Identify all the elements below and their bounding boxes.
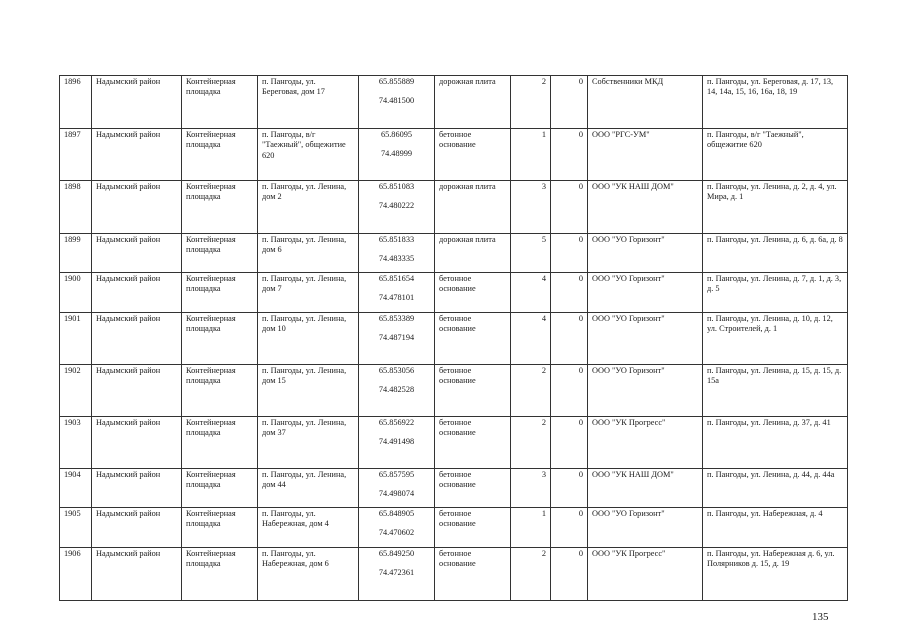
- row-number-cell: 1900: [60, 273, 92, 313]
- served-objects-cell: п. Пангоды, в/г "Таежный", общежитие 620: [703, 129, 848, 181]
- surface-type-cell: дорожная плита: [435, 234, 511, 273]
- address-cell: п. Пангоды, ул. Ленина, дом 6: [258, 234, 359, 273]
- district-cell: Надымский район: [92, 365, 182, 417]
- row-number-cell: 1906: [60, 548, 92, 601]
- surface-type-cell: бетонное основание: [435, 313, 511, 365]
- address-cell: п. Пангоды, ул. Ленина, дом 10: [258, 313, 359, 365]
- planned-count-cell: 0: [551, 417, 588, 469]
- row-number-cell: 1905: [60, 508, 92, 548]
- longitude-value: 74.483335: [378, 254, 415, 264]
- planned-count-cell: 0: [551, 76, 588, 129]
- owner-cell: ООО "РГС-УМ": [588, 129, 703, 181]
- site-type-cell: Контейнерная площадка: [182, 129, 258, 181]
- owner-cell: ООО "УО Горизонт": [588, 365, 703, 417]
- owner-cell: ООО "УО Горизонт": [588, 313, 703, 365]
- site-type-cell: Контейнерная площадка: [182, 417, 258, 469]
- table-row: [60, 234, 848, 273]
- latitude-value: 65.853056: [378, 366, 415, 375]
- longitude-value: 74.498074: [378, 489, 415, 499]
- address-cell: п. Пангоды, в/г "Таежный", общежитие 620: [258, 129, 359, 181]
- container-count-cell: 3: [511, 181, 551, 234]
- container-count-cell: 1: [511, 508, 551, 548]
- table-row: [60, 313, 848, 365]
- surface-type-cell: бетонное основание: [435, 469, 511, 508]
- latitude-value: 65.851654: [378, 274, 415, 283]
- row-number-cell: 1902: [60, 365, 92, 417]
- table-row: [60, 273, 848, 313]
- container-count-cell: 5: [511, 234, 551, 273]
- owner-cell: ООО "УК Прогресс": [588, 548, 703, 601]
- address-cell: п. Пангоды, ул. Набережная, дом 4: [258, 508, 359, 548]
- site-type-cell: Контейнерная площадка: [182, 273, 258, 313]
- served-objects-cell: п. Пангоды, ул. Ленина, д. 44, д. 44а: [703, 469, 848, 508]
- served-objects-cell: п. Пангоды, ул. Береговая, д. 17, 13, 14, 14а, 15, 16, 16а, 18, 19: [703, 76, 848, 129]
- table-body: [60, 76, 848, 601]
- coordinates-cell: [359, 181, 435, 234]
- coordinates-cell: [359, 548, 435, 601]
- coordinates-cell: [359, 76, 435, 129]
- container-count-cell: 2: [511, 76, 551, 129]
- coordinates-cell: [359, 129, 435, 181]
- site-type-cell: Контейнерная площадка: [182, 365, 258, 417]
- coordinates-cell: [359, 469, 435, 508]
- site-type-cell: Контейнерная площадка: [182, 181, 258, 234]
- container-count-cell: 2: [511, 548, 551, 601]
- surface-type-cell: бетонное основание: [435, 273, 511, 313]
- longitude-value: 74.482528: [378, 385, 415, 395]
- address-cell: п. Пангоды, ул. Набережная, дом 6: [258, 548, 359, 601]
- served-objects-cell: п. Пангоды, ул. Ленина, д. 2, д. 4, ул. Мира, д. 1: [703, 181, 848, 234]
- site-type-cell: Контейнерная площадка: [182, 469, 258, 508]
- surface-type-cell: бетонное основание: [435, 129, 511, 181]
- coordinates-cell: [359, 234, 435, 273]
- served-objects-cell: п. Пангоды, ул. Ленина, д. 15, д. 15, д. 15а: [703, 365, 848, 417]
- longitude-value: 74.487194: [378, 333, 415, 343]
- served-objects-cell: п. Пангоды, ул. Ленина, д. 7, д. 1, д. 3, д. 5: [703, 273, 848, 313]
- owner-cell: ООО "УК НАШ ДОМ": [588, 469, 703, 508]
- surface-type-cell: бетонное основание: [435, 548, 511, 601]
- owner-cell: ООО "УО Горизонт": [588, 508, 703, 548]
- planned-count-cell: 0: [551, 313, 588, 365]
- site-type-cell: Контейнерная площадка: [182, 234, 258, 273]
- district-cell: Надымский район: [92, 313, 182, 365]
- row-number-cell: 1898: [60, 181, 92, 234]
- site-type-cell: Контейнерная площадка: [182, 508, 258, 548]
- row-number-cell: 1896: [60, 76, 92, 129]
- latitude-value: 65.856922: [378, 418, 415, 427]
- latitude-value: 65.855889: [378, 77, 415, 86]
- longitude-value: 74.478101: [378, 293, 415, 303]
- row-number-cell: 1899: [60, 234, 92, 273]
- latitude-value: 65.851083: [378, 182, 415, 191]
- owner-cell: ООО "УК Прогресс": [588, 417, 703, 469]
- district-cell: Надымский район: [92, 129, 182, 181]
- surface-type-cell: бетонное основание: [435, 508, 511, 548]
- surface-type-cell: бетонное основание: [435, 417, 511, 469]
- district-cell: Надымский район: [92, 417, 182, 469]
- district-cell: Надымский район: [92, 76, 182, 129]
- planned-count-cell: 0: [551, 181, 588, 234]
- table-row: [60, 181, 848, 234]
- served-objects-cell: п. Пангоды, ул. Ленина, д. 10, д. 12, ул. Строителей, д. 1: [703, 313, 848, 365]
- container-count-cell: 1: [511, 129, 551, 181]
- planned-count-cell: 0: [551, 508, 588, 548]
- planned-count-cell: 0: [551, 234, 588, 273]
- surface-type-cell: дорожная плита: [435, 181, 511, 234]
- planned-count-cell: 0: [551, 273, 588, 313]
- table-row: [60, 76, 848, 129]
- row-number-cell: 1904: [60, 469, 92, 508]
- table-row: [60, 469, 848, 508]
- latitude-value: 65.848905: [378, 509, 415, 518]
- container-count-cell: 2: [511, 417, 551, 469]
- district-cell: Надымский район: [92, 469, 182, 508]
- surface-type-cell: дорожная плита: [435, 76, 511, 129]
- address-cell: п. Пангоды, ул. Ленина, дом 37: [258, 417, 359, 469]
- district-cell: Надымский район: [92, 508, 182, 548]
- owner-cell: ООО "УО Горизонт": [588, 234, 703, 273]
- latitude-value: 65.853389: [378, 314, 415, 323]
- district-cell: Надымский район: [92, 273, 182, 313]
- longitude-value: 74.470602: [378, 528, 415, 538]
- site-type-cell: Контейнерная площадка: [182, 548, 258, 601]
- longitude-value: 74.491498: [378, 437, 415, 447]
- latitude-value: 65.857595: [378, 470, 415, 479]
- coordinates-cell: [359, 365, 435, 417]
- longitude-value: 74.481500: [378, 96, 415, 106]
- page-number: 135: [812, 611, 829, 623]
- coordinates-cell: [359, 273, 435, 313]
- container-sites-table: [59, 75, 848, 601]
- table-row: [60, 548, 848, 601]
- planned-count-cell: 0: [551, 365, 588, 417]
- district-cell: Надымский район: [92, 181, 182, 234]
- planned-count-cell: 0: [551, 469, 588, 508]
- address-cell: п. Пангоды, ул. Ленина, дом 2: [258, 181, 359, 234]
- container-count-cell: 2: [511, 365, 551, 417]
- address-cell: п. Пангоды, ул. Ленина, дом 15: [258, 365, 359, 417]
- district-cell: Надымский район: [92, 234, 182, 273]
- coordinates-cell: [359, 508, 435, 548]
- container-count-cell: 4: [511, 313, 551, 365]
- table-row: [60, 129, 848, 181]
- owner-cell: ООО "УО Горизонт": [588, 273, 703, 313]
- latitude-value: 65.851833: [378, 235, 415, 244]
- latitude-value: 65.849250: [378, 549, 415, 558]
- coordinates-cell: [359, 313, 435, 365]
- table-row: [60, 365, 848, 417]
- address-cell: п. Пангоды, ул. Ленина, дом 44: [258, 469, 359, 508]
- address-cell: п. Пангоды, ул. Ленина, дом 7: [258, 273, 359, 313]
- owner-cell: ООО "УК НАШ ДОМ": [588, 181, 703, 234]
- container-count-cell: 3: [511, 469, 551, 508]
- planned-count-cell: 0: [551, 548, 588, 601]
- planned-count-cell: 0: [551, 129, 588, 181]
- site-type-cell: Контейнерная площадка: [182, 76, 258, 129]
- table-row: [60, 417, 848, 469]
- served-objects-cell: п. Пангоды, ул. Набережная, д. 4: [703, 508, 848, 548]
- site-type-cell: Контейнерная площадка: [182, 313, 258, 365]
- served-objects-cell: п. Пангоды, ул. Ленина, д. 6, д. 6а, д. 8: [703, 234, 848, 273]
- surface-type-cell: бетонное основание: [435, 365, 511, 417]
- longitude-value: 74.48999: [380, 149, 413, 159]
- table-row: [60, 508, 848, 548]
- row-number-cell: 1903: [60, 417, 92, 469]
- latitude-value: 65.86095: [380, 130, 413, 139]
- address-cell: п. Пангоды, ул. Береговая, дом 17: [258, 76, 359, 129]
- longitude-value: 74.480222: [378, 201, 415, 211]
- container-count-cell: 4: [511, 273, 551, 313]
- longitude-value: 74.472361: [378, 568, 415, 578]
- coordinates-cell: [359, 417, 435, 469]
- row-number-cell: 1897: [60, 129, 92, 181]
- district-cell: Надымский район: [92, 548, 182, 601]
- row-number-cell: 1901: [60, 313, 92, 365]
- owner-cell: Собственники МКД: [588, 76, 703, 129]
- served-objects-cell: п. Пангоды, ул. Набережная д. 6, ул. Полярников д. 15, д. 19: [703, 548, 848, 601]
- served-objects-cell: п. Пангоды, ул. Ленина, д. 37, д. 41: [703, 417, 848, 469]
